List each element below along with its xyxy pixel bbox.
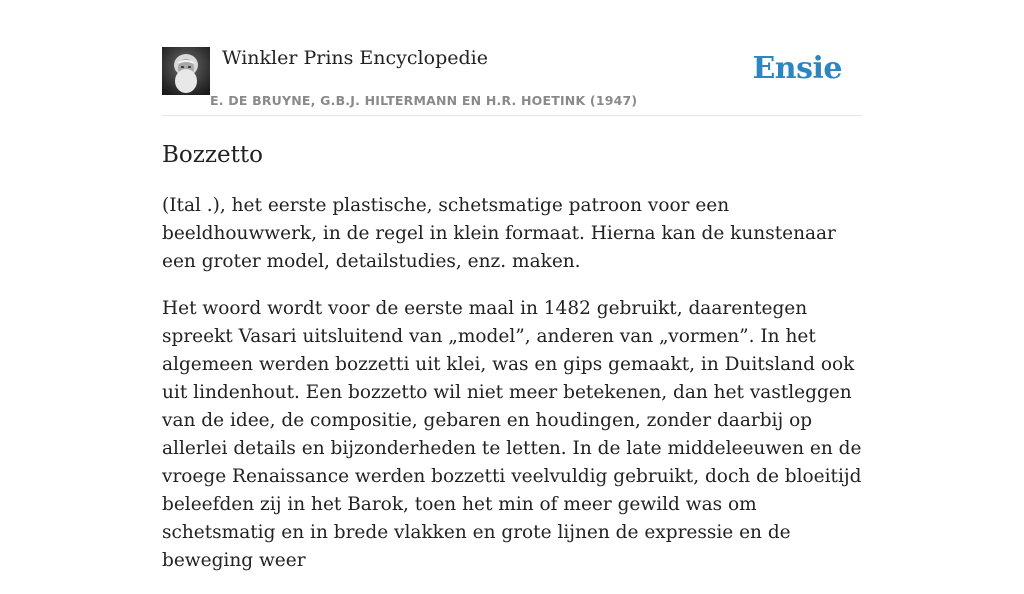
article-title: Bozzetto: [162, 142, 263, 168]
header: [162, 45, 862, 116]
author-portrait: [162, 47, 210, 95]
ensie-logo-link[interactable]: Ensie: [752, 51, 842, 86]
site-title[interactable]: Winkler Prins Encyclopedie: [222, 47, 488, 69]
article-paragraph: (Ital .), het eerste plastische, schetsmatige patroon voor een beeldhouwwerk, in de regel in klein formaat. Hierna kan de kunstenaar een groter model, detailstudies, enz. maken.: [162, 195, 836, 272]
authors-byline: E. DE BRUYNE, G.B.J. HILTERMANN EN H.R. HOETINK (1947): [210, 93, 638, 108]
article-paragraph: Het woord wordt voor de eerste maal in 1482 gebruikt, daarentegen spreekt Vasari uitsluitend van „model”, anderen van „vormen”. In het algemeen werden bozzetti uit klei, was en gips gemaakt, in Duitsland ook uit lindenhout. Een bozzetto wil niet meer betekenen, dan het vastleggen van de idee, de compositie, gebaren en houdingen, zonder daarbij op allerlei details en bijzonderheden te letten. In de late middeleeuwen en de vroege Renaissance werden bozzetti veelvuldig gebruikt, doch de bloeitijd beleefden zij in het Barok, toen het min of meer gewild was om schetsmatig en in brede vlakken en grote lijnen de expressie en de beweging weer: [162, 298, 862, 571]
article-body: [162, 192, 872, 594]
